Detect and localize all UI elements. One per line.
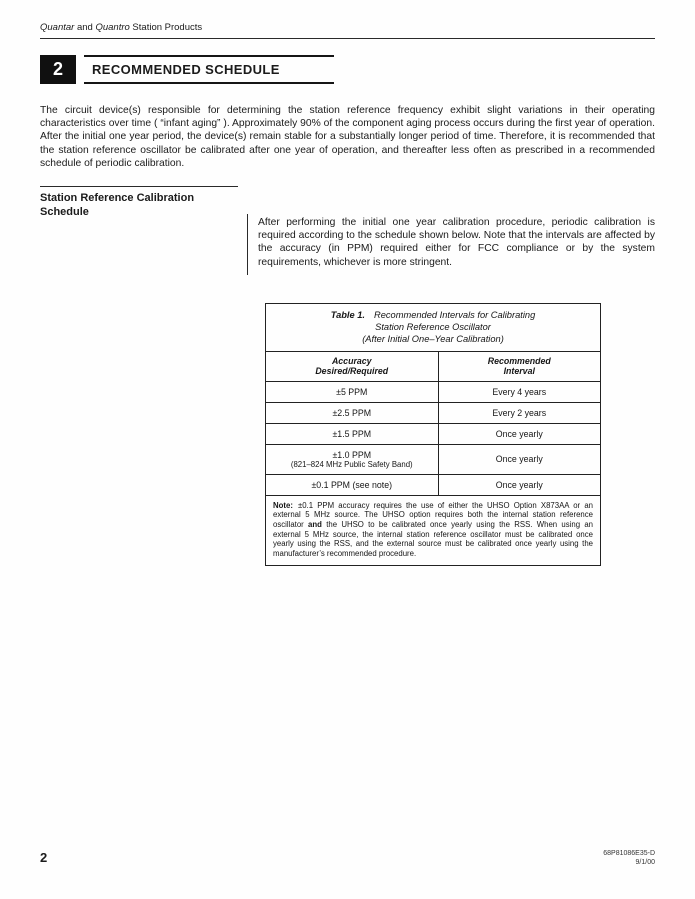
subsection-area (40, 186, 655, 275)
section-heading (40, 55, 655, 84)
interval-cell: Once yearly (438, 474, 600, 495)
interval-cell: Every 2 years (438, 402, 600, 423)
section-number: 2 (52, 59, 63, 79)
table-caption (266, 303, 601, 351)
table-row (266, 423, 601, 444)
table-note (266, 495, 601, 566)
page-header (40, 22, 655, 33)
accuracy-cell: ±2.5 PPM (266, 402, 439, 423)
product-name-quantro: Quantro (95, 22, 130, 33)
header-title-rest: Station Products (129, 22, 203, 33)
header-rule (40, 38, 655, 39)
interval-cell: Every 4 years (438, 381, 600, 402)
column-header-interval (438, 351, 600, 381)
accuracy-cell: ±1.5 PPM (266, 423, 439, 444)
table-caption-row (266, 303, 601, 351)
calibration-table (265, 303, 601, 567)
interval-cell: Once yearly (438, 423, 600, 444)
subsection-heading-line2: Schedule (40, 205, 89, 218)
accuracy-cell: ±5 PPM (266, 381, 439, 402)
page-number: 2 (40, 850, 48, 865)
note-bold-and: and (308, 520, 322, 530)
table-caption-line2: Station Reference Oscillator (375, 321, 491, 332)
table-row (266, 402, 601, 423)
table-note-row (266, 495, 601, 566)
table-caption-line1 (274, 309, 592, 321)
subsection-heading (40, 186, 238, 219)
table-header-row (266, 351, 601, 381)
note-label: Note: (273, 500, 293, 510)
note-text-2: the UHSO to be calibrated once yearly using the RSS. When using an external 5 MHz source, the internal station reference oscillator must be calibrated once yearly using the RSS, and the external source must be calibrated once yearly using the manufacturer’s recommended procedure. (273, 520, 593, 558)
table-row (266, 444, 601, 474)
column-header-interval-line1: Recommended (487, 355, 551, 366)
column-header-accuracy-line1: Accuracy (331, 355, 372, 366)
interval-cell: Once yearly (438, 444, 600, 474)
header-title-and: and (74, 22, 96, 33)
accuracy-cell: ±0.1 PPM (see note) (266, 474, 439, 495)
column-header-accuracy (266, 351, 439, 381)
subsection-right-column (247, 186, 655, 275)
product-name-quantar: Quantar (40, 22, 75, 33)
doc-number: 68P81086E35-D (603, 850, 655, 857)
subsection-heading-line1: Station Reference Calibration (40, 192, 195, 205)
table-caption-text1: Recommended Intervals for Calibrating (374, 309, 536, 320)
subsection-body-block (247, 214, 655, 275)
doc-date: 9/1/00 (635, 858, 655, 866)
doc-number-block (603, 850, 655, 867)
column-header-accuracy-line2: Desired/Required (315, 366, 389, 377)
subsection-body: After performing the initial one year calibration procedure, periodic calibration is required according to the schedule shown below. Note that the intervals are affected by the accuracy (in PPM) required either for FCC compliance or by the system requirements, whichever is more stringent. (258, 217, 655, 268)
table-row (266, 474, 601, 495)
note-text-1: ±0.1 PPM accuracy requires the use of either the UHSO Option X873AA or an external 5 MHz source. The UHSO option requires both the internal station reference oscillator (273, 500, 593, 530)
header-title (40, 22, 655, 33)
table-caption-line3: (After Initial One–Year Calibration) (362, 333, 504, 344)
column-header-interval-line2: Interval (503, 366, 535, 377)
table-row (266, 381, 601, 402)
section-title: RECOMMENDED SCHEDULE (92, 62, 280, 77)
intro-paragraph: The circuit device(s) responsible for determining the station reference frequency exhibit slight variations in their operating characteristics over time ( “infant aging” ). Approximately 90% of the component aging process occurs during the first year of operation. After the initial one year period, the device(s) remain stable for a substantially longer period of time. Therefore, it is recommended that the station reference oscillator be calibrated after one year of operation, and thereafter less often as prescribed in a recommended schedule of periodic calibration. (40, 105, 655, 169)
section-number-box (40, 55, 76, 84)
section-title-rules (84, 55, 334, 84)
table-caption-label: Table 1. (330, 309, 366, 320)
accuracy-subtext: (821–824 MHz Public Safety Band) (290, 459, 413, 469)
subsection-left-column (40, 186, 247, 275)
accuracy-value: ±1.0 PPM (332, 449, 372, 460)
accuracy-cell (266, 444, 439, 474)
